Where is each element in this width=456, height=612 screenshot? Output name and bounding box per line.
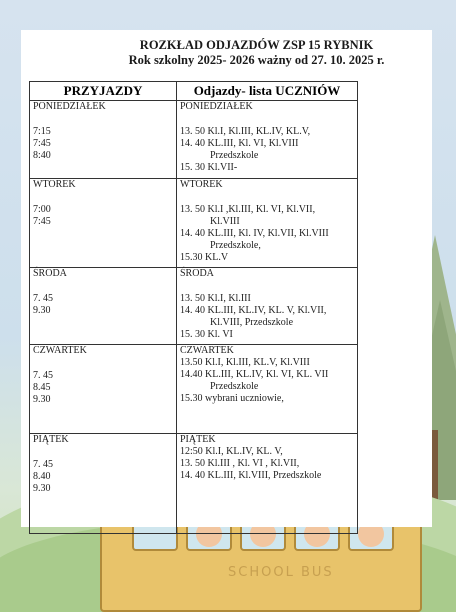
- arrivals-cell: [30, 268, 177, 345]
- day-name: PIĄTEK: [180, 434, 216, 445]
- table-row: [30, 101, 358, 179]
- departures-cell: [177, 268, 358, 345]
- arrivals-header: PRZYJAZDY: [30, 82, 177, 101]
- day-name: WTOREK: [33, 179, 76, 190]
- departure-line: 15.30 wybrani uczniowie,: [180, 393, 284, 404]
- departure-line: 13. 50 Kl.I ,Kl.III, Kl. VI, Kl.VII,: [180, 204, 316, 215]
- arrival-time: 8.40: [33, 471, 51, 482]
- departure-line: 13.50 Kl.I, Kl.III, KL.V, Kl.VIII: [180, 357, 310, 368]
- arrival-time: 7. 45: [33, 459, 53, 470]
- arrival-time: 7:00: [33, 204, 51, 215]
- departure-line: 13. 50 Kl.III , Kl. VI , Kl.VII,: [180, 458, 300, 469]
- table-row: [30, 268, 358, 345]
- arrival-time: 7:45: [33, 216, 51, 227]
- departure-line: 15.30 KL.V: [180, 252, 229, 263]
- arrival-time: 7. 45: [33, 370, 53, 381]
- departures-cell: [177, 101, 358, 179]
- departures-cell: [177, 345, 358, 434]
- schedule-table: [29, 81, 358, 534]
- table-row: [30, 345, 358, 434]
- table-row: [30, 434, 358, 534]
- bus-label: SCHOOL BUS: [228, 565, 334, 580]
- day-name: WTOREK: [180, 179, 223, 190]
- departure-line: Kl.VIII, Przedszkole: [210, 317, 294, 328]
- arrivals-cell: [30, 101, 177, 179]
- departure-line: 14.40 KL.III, KL.IV, Kl. VI, KL. VII: [180, 369, 329, 380]
- departures-cell: [177, 434, 358, 534]
- day-name: CZWARTEK: [33, 345, 87, 356]
- departure-line: Kl.VIII: [210, 216, 240, 227]
- day-name: ŚRODA: [180, 268, 214, 279]
- table-row: [30, 179, 358, 268]
- departure-line: 14. 40 KL.III, KL.IV, KL. V, Kl.VII,: [180, 305, 327, 316]
- arrival-time: 7. 45: [33, 293, 53, 304]
- day-name: PONIEDZIAŁEK: [33, 101, 106, 112]
- day-name: CZWARTEK: [180, 345, 234, 356]
- day-name: PIĄTEK: [33, 434, 69, 445]
- departure-line: 15. 30 Kl. VI: [180, 329, 233, 340]
- departure-line: 15. 30 Kl.VII-: [180, 162, 238, 173]
- schedule-document: [21, 30, 432, 527]
- title-line-2: Rok szkolny 2025- 2026 ważny od 27. 10. 2025 r.: [128, 53, 385, 67]
- arrival-time: 8:40: [33, 150, 51, 161]
- table-header-row: [30, 82, 358, 101]
- departures-header: Odjazdy- lista UCZNIÓW: [177, 82, 358, 101]
- arrival-time: 8.45: [33, 382, 51, 393]
- arrivals-cell: [30, 434, 177, 534]
- departure-line: 14. 40 KL.III, Kl.VIII, Przedszkole: [180, 470, 322, 481]
- departure-line: Przedszkole: [210, 381, 259, 392]
- departure-line: Przedszkole,: [210, 240, 261, 251]
- arrival-time: 7:15: [33, 126, 51, 137]
- day-name: ŚRODA: [33, 268, 67, 279]
- departure-line: 12:50 Kl.I, KL.IV, KL. V,: [180, 446, 283, 457]
- arrival-time: 7:45: [33, 138, 51, 149]
- document-title: [21, 38, 432, 68]
- departure-line: 13. 50 Kl.I, Kl.III: [180, 293, 251, 304]
- arrival-time: 9.30: [33, 305, 51, 316]
- day-name: PONIEDZIAŁEK: [180, 101, 253, 112]
- departure-line: 13. 50 Kl.I, Kl.III, KL.IV, KL.V,: [180, 126, 311, 137]
- departure-line: 14. 40 KL.III, Kl. VI, Kl.VIII: [180, 138, 299, 149]
- arrival-time: 9.30: [33, 394, 51, 405]
- arrival-time: 9.30: [33, 483, 51, 494]
- departure-line: 14. 40 KL.III, Kl. IV, Kl.VII, Kl.VIII: [180, 228, 329, 239]
- arrivals-cell: [30, 345, 177, 434]
- departure-line: Przedszkole: [210, 150, 259, 161]
- title-line-1: ROZKŁAD ODJAZDÓW ZSP 15 RYBNIK: [139, 38, 374, 52]
- arrivals-cell: [30, 179, 177, 268]
- departures-cell: [177, 179, 358, 268]
